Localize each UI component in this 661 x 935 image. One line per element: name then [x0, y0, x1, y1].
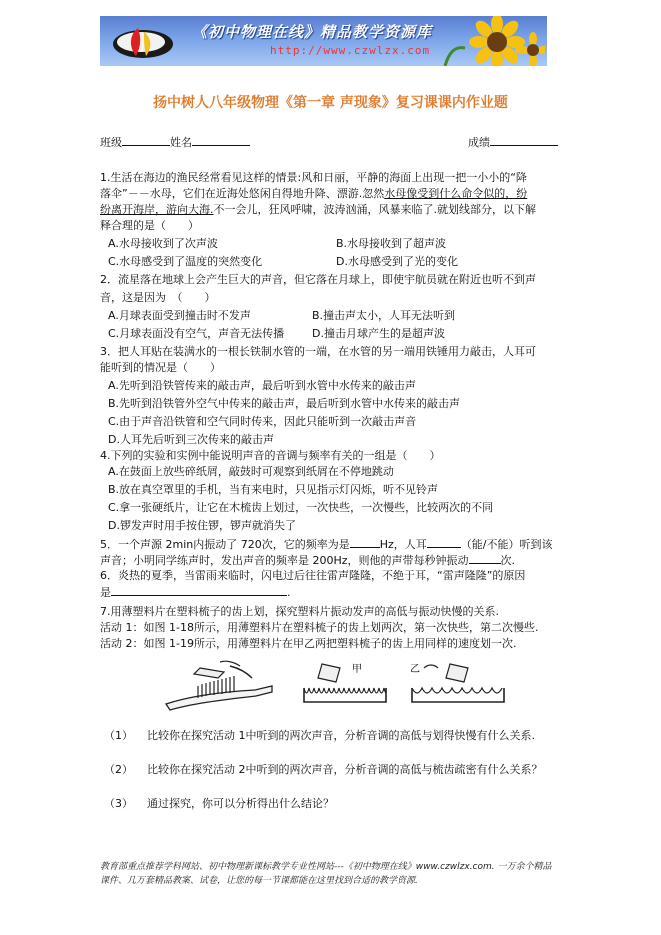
q3-option-d[interactable]: D.人耳先后听到三次传来的敲击声	[108, 433, 274, 446]
site-logo-icon	[108, 22, 178, 62]
q1-option-c[interactable]: C.水母感受到了温度的突然变化	[108, 255, 263, 268]
sub-question-2-text: 比较你在探究活动 2中听到的两次声音，分析音调的高低与梳齿疏密有什么关系？	[147, 763, 543, 776]
q2-option-a[interactable]: A.月球表面受到撞击时不发声	[108, 309, 251, 322]
q1-line2	[100, 186, 527, 201]
q1-line4: 释合理的是（ ）	[100, 219, 199, 232]
name-label: 姓名	[170, 136, 192, 149]
q5-text-d: 声音；小明同学练声时，发出声音的频率是 200Hz，则他的声带每秒钟振动	[100, 554, 469, 567]
q6-text-a: 是	[100, 586, 111, 599]
student-info-row	[100, 134, 250, 150]
q7-activity-1: 活动 1：如图 1-18所示，用薄塑料片在塑料梳子的齿上划两次，第一次快些，第二次慢些.	[100, 621, 539, 634]
q6-text-end: .	[287, 586, 291, 599]
q4-line1: 4.下列的实验和实例中能说明声音的音调与频率有关的一组是（ ）	[100, 449, 441, 462]
q1-option-b[interactable]: B.水母接收到了超声波	[336, 237, 447, 250]
q4-option-a[interactable]: A.在鼓面上放些碎纸屑，敲鼓时可观察到纸屑在不停地跳动	[108, 465, 394, 478]
q5-frequency-blank[interactable]	[350, 536, 380, 548]
sub-question-2-num: （2）	[104, 763, 133, 776]
q5-line1	[100, 536, 553, 552]
q5-line2	[100, 552, 515, 568]
sub-question-3-num: （3）	[104, 797, 133, 810]
q1-option-d[interactable]: D.水母感受到了光的变化	[336, 255, 458, 268]
fig-label-jia: 甲	[352, 664, 362, 675]
q1-underlined-1: 水母像受到什么命令似的，纷	[384, 187, 528, 200]
q5-text-c: （能/不能）听到该	[460, 538, 553, 551]
q1-underlined-2: 纷离开海岸，游向大海.	[100, 203, 214, 216]
q5-text-a: 5．一个声源 2min内振动了 720次，它的频率为是	[100, 538, 350, 551]
q5-can-hear-blank[interactable]	[427, 536, 461, 548]
q5-text-b: Hz，人耳	[379, 538, 427, 551]
page-title: 扬中树人八年级物理《第一章 声现象》复习课课内作业题	[153, 95, 508, 111]
q3-line2: 能听到的情况是（ ）	[100, 361, 221, 374]
q2-line2: 音，这是因为 （ ）	[100, 291, 216, 304]
q2-option-d[interactable]: D.撞击月球产生的是超声波	[312, 327, 445, 340]
class-blank[interactable]	[122, 134, 170, 146]
score-blank[interactable]	[490, 134, 558, 146]
q3-option-c[interactable]: C.由于声音沿铁管和空气同时传来，因此只能听到一次敲击声音	[108, 415, 417, 428]
q7-activity-2: 活动 2：如图 1-19所示，用薄塑料片在甲乙两把塑料梳子的齿上用同样的速度划一次.	[100, 637, 517, 650]
q3-option-a[interactable]: A.先听到沿铁管传来的敲击声，最后听到水管中水传来的敲击声	[108, 379, 416, 392]
q4-option-c[interactable]: C.拿一张硬纸片，让它在木梳齿上划过，一次快些，一次慢些，比较两次的不同	[108, 501, 494, 514]
q4-option-b[interactable]: B.放在真空罩里的手机，当有来电时，只见指示灯闪烁，听不见铃声	[108, 483, 439, 496]
figure-1-19-comb-yi	[408, 660, 508, 710]
q6-line1: 6．炎热的夏季，当雷雨来临时，闪电过后往往雷声隆隆，不绝于耳，“雷声隆隆”的原因	[100, 569, 526, 582]
q1-line3b: 不一会儿，狂风呼啸，波涛汹涌，风暴来临了.就划线部分，以下解	[213, 203, 536, 216]
q1-line1: 1.生活在海边的渔民经常看见这样的情景:风和日丽，平静的海面上出现一把一小小的“降	[100, 171, 527, 184]
name-blank[interactable]	[192, 134, 250, 146]
q2-option-c[interactable]: C.月球表面没有空气，声音无法传播	[108, 327, 285, 340]
q4-option-d[interactable]: D.锣发声时用手按住锣，锣声就消失了	[108, 519, 296, 532]
q7-line1: 7.用薄塑料片在塑料梳子的齿上划，探究塑料片振动发声的高低与振动快慢的关系.	[100, 605, 499, 618]
q1-line2a: 落伞”－－水母，它们在近海处悠闲自得地升降、漂游.忽然	[100, 187, 385, 200]
figure-1-18-comb-sketch	[160, 656, 280, 716]
sub-question-2	[104, 762, 543, 777]
score-row	[468, 134, 558, 150]
q3-option-b[interactable]: B.先听到沿铁管外空气中传来的敲击声，最后听到水管中水传来的敲击声	[108, 397, 461, 410]
fig-label-yi: 乙	[410, 664, 420, 675]
header-banner	[100, 16, 547, 66]
q1-option-a[interactable]: A.水母接收到了次声波	[108, 237, 218, 250]
q5-text-end: 次.	[500, 554, 516, 567]
banner-url[interactable]: http://www.czwlzx.com	[270, 44, 431, 57]
q6-answer-blank[interactable]	[111, 584, 287, 596]
sub-question-3-text: 通过探究，你可以分析得出什么结论？	[147, 797, 334, 810]
q2-option-b[interactable]: B.撞击声太小，人耳无法听到	[312, 309, 456, 322]
q6-line2	[100, 584, 291, 600]
class-label: 班级	[100, 136, 122, 149]
banner-title: 《初中物理在线》精品教学资源库	[192, 23, 433, 41]
q3-line1: 3．把人耳贴在装满水的一根长铁制水管的一端，在水管的另一端用铁锤用力敲击，人耳可	[100, 345, 536, 358]
q2-line1: 2．流星落在地球上会产生巨大的声音，但它落在月球上，即使宇航员就在附近也听不到声	[100, 273, 536, 286]
sunflower-icon	[435, 16, 545, 66]
q5-vibration-blank[interactable]	[469, 552, 501, 564]
q1-line3	[100, 202, 536, 217]
sub-question-1-text: 比较你在探究活动 1中听到的两次声音，分析音调的高低与划得快慢有什么关系.	[147, 729, 535, 742]
sub-question-1-num: （1）	[104, 729, 133, 742]
score-label: 成绩	[468, 136, 490, 149]
footer-note: 教育部重点推荐学科网站、初中物理新课标教学专业性网站---《初中物理在线》www.czwlzx.com. 一万余个精品课件、几万套精品教案、试卷，让您的每一节课都能在这里找到合适的教学资源.	[100, 862, 552, 886]
sub-question-3	[104, 796, 334, 811]
sub-question-1	[104, 728, 535, 743]
figure-1-19-comb-jia	[300, 660, 390, 710]
